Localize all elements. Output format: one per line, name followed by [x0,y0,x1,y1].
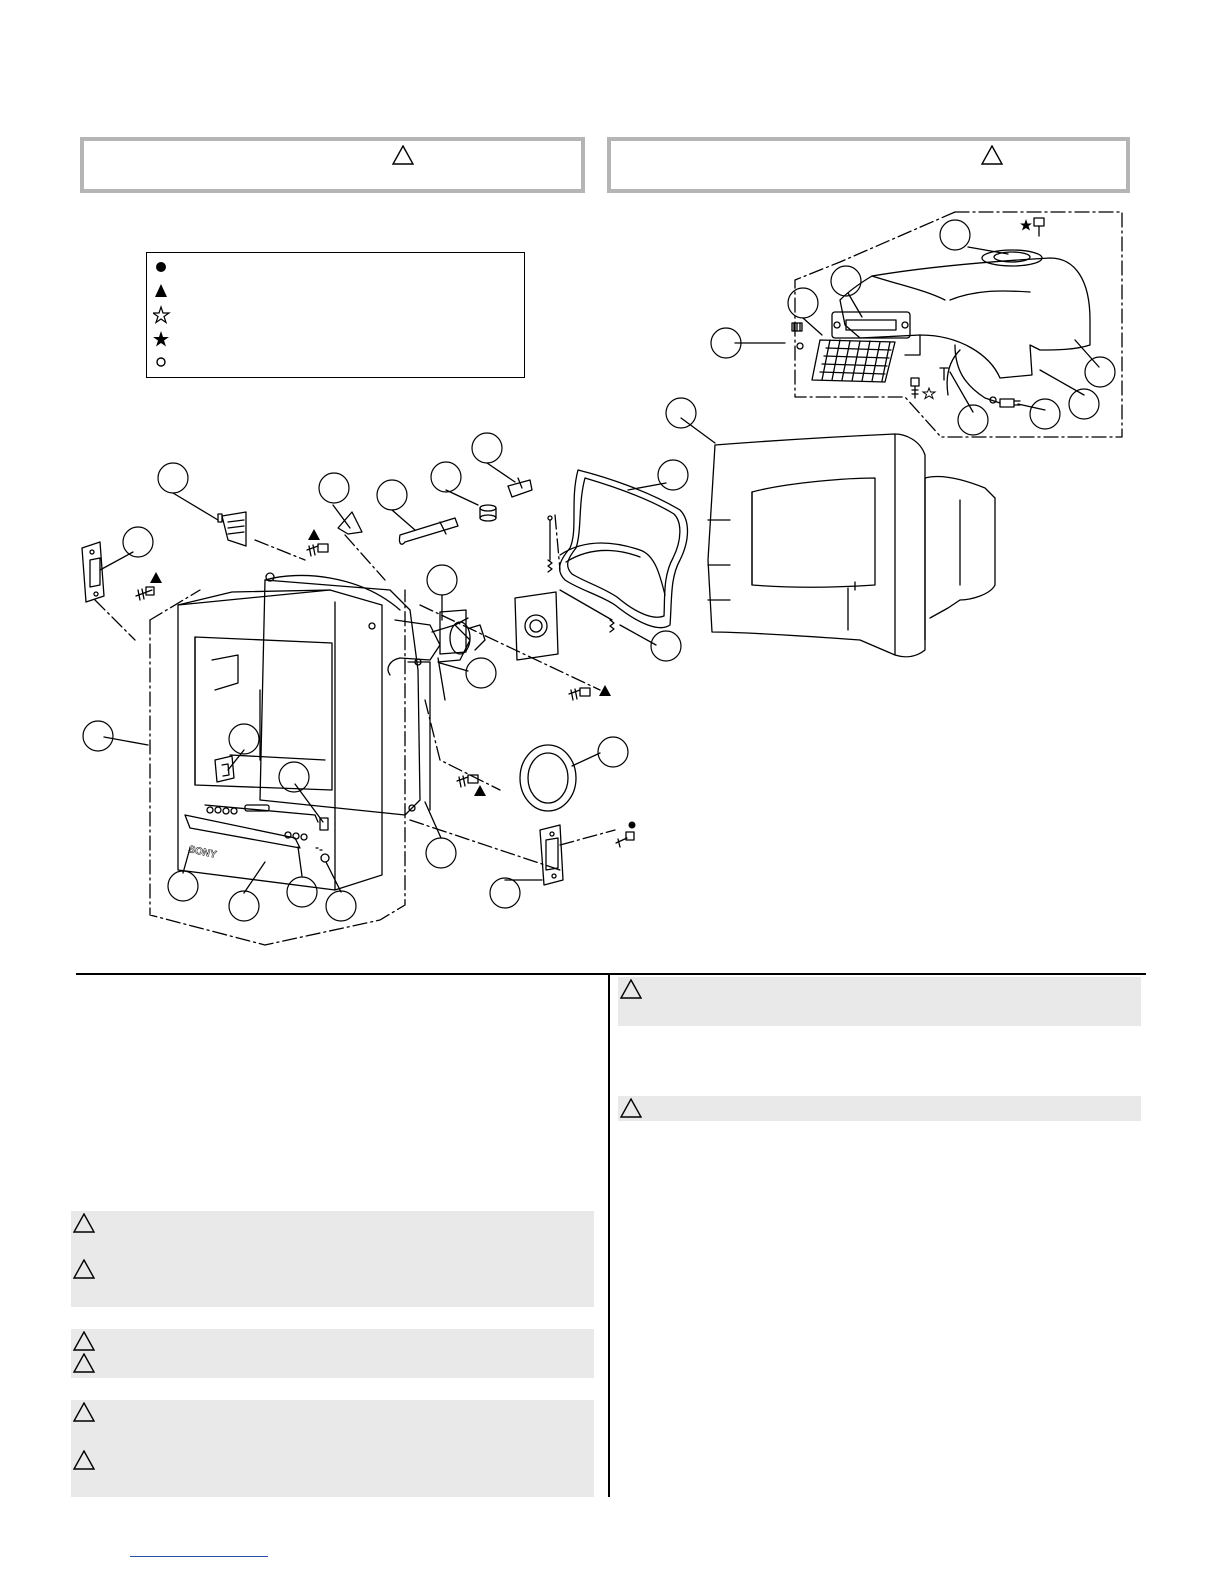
footer-link[interactable] [130,1556,268,1557]
callout-circle [427,565,457,595]
outline-star-icon [923,388,935,399]
callout-circle [1069,389,1099,419]
latch-lever [399,518,458,544]
callout-circle [158,463,188,493]
warning-note [618,1096,1141,1121]
callout-circle [229,891,259,921]
warning-triangle-icon [73,1450,95,1470]
callout-circle [279,762,309,792]
callout-circle [431,462,461,492]
callout-circle [377,480,407,510]
warning-note [71,1329,594,1378]
screw-left-2 [307,544,328,556]
callout-circle [319,473,349,503]
callout-circle [651,631,681,661]
callout-circle [466,658,496,688]
warning-note [71,1400,594,1497]
bracket-top-left [218,512,246,546]
callout-circle [831,266,861,296]
outline-circle-marker [797,343,803,349]
callout-circle [287,877,317,907]
warning-triangle-icon [73,1331,95,1351]
warning-note [71,1211,594,1307]
rotation-board [515,592,558,660]
callout-circle [472,433,502,463]
callout-circle [940,220,970,250]
warning-triangle-icon [73,1259,95,1279]
warning-triangle-icon [620,979,642,999]
screw-right-3 [616,832,634,847]
callout-circle [326,891,356,921]
cap [480,505,496,521]
callout-circle [123,527,153,557]
rear-cover-group-outline [795,212,1122,437]
warning-note [618,977,1141,1026]
section-divider-horizontal [76,973,1146,975]
filled-star-icon [1020,219,1032,231]
warning-triangle-icon [620,1098,642,1118]
section-divider-vertical [608,975,610,1497]
callout-circle [666,398,696,428]
callout-circle [958,405,988,435]
clamp [338,512,362,534]
callout-circle [1030,399,1060,429]
coil-spring-hook [548,516,614,632]
screw-right-1 [569,688,590,700]
speaker-bracket-right [540,825,563,885]
rear-terminal-board [812,340,895,382]
speaker-bracket-left [82,542,104,602]
filled-circle-icon [629,822,636,829]
warning-triangle-icon [73,1402,95,1422]
callout-circle [788,288,818,318]
callout-circle [426,838,456,868]
filled-triangle-icon [150,572,162,583]
rear-screw-bottom [911,378,919,398]
picture-tube [260,573,440,815]
front-small-bracket [215,756,234,782]
callout-circle [168,871,198,901]
speaker-ring [520,745,576,811]
callout-circle [490,878,520,908]
diagram-symbol-markers [150,219,1032,829]
clip-top [508,478,532,497]
filled-triangle-icon [599,685,611,696]
warning-triangle-icon [73,1213,95,1233]
filled-triangle-icon [474,785,486,796]
callout-circle [83,721,113,751]
callout-circle [658,460,688,490]
picture-tube-side-view [708,434,995,657]
rear-screw-left [792,323,802,331]
callout-circle [1085,357,1115,387]
warning-triangle-icon [73,1353,95,1373]
degaussing-coil [560,470,688,628]
front-door-panel [185,815,300,848]
filled-triangle-icon [308,529,320,540]
callout-circle [598,737,628,767]
screw-left-1 [136,587,154,600]
callout-leaders [100,247,1099,893]
rear-screw-top [1034,218,1044,236]
brand-mark: SONY [187,844,218,861]
